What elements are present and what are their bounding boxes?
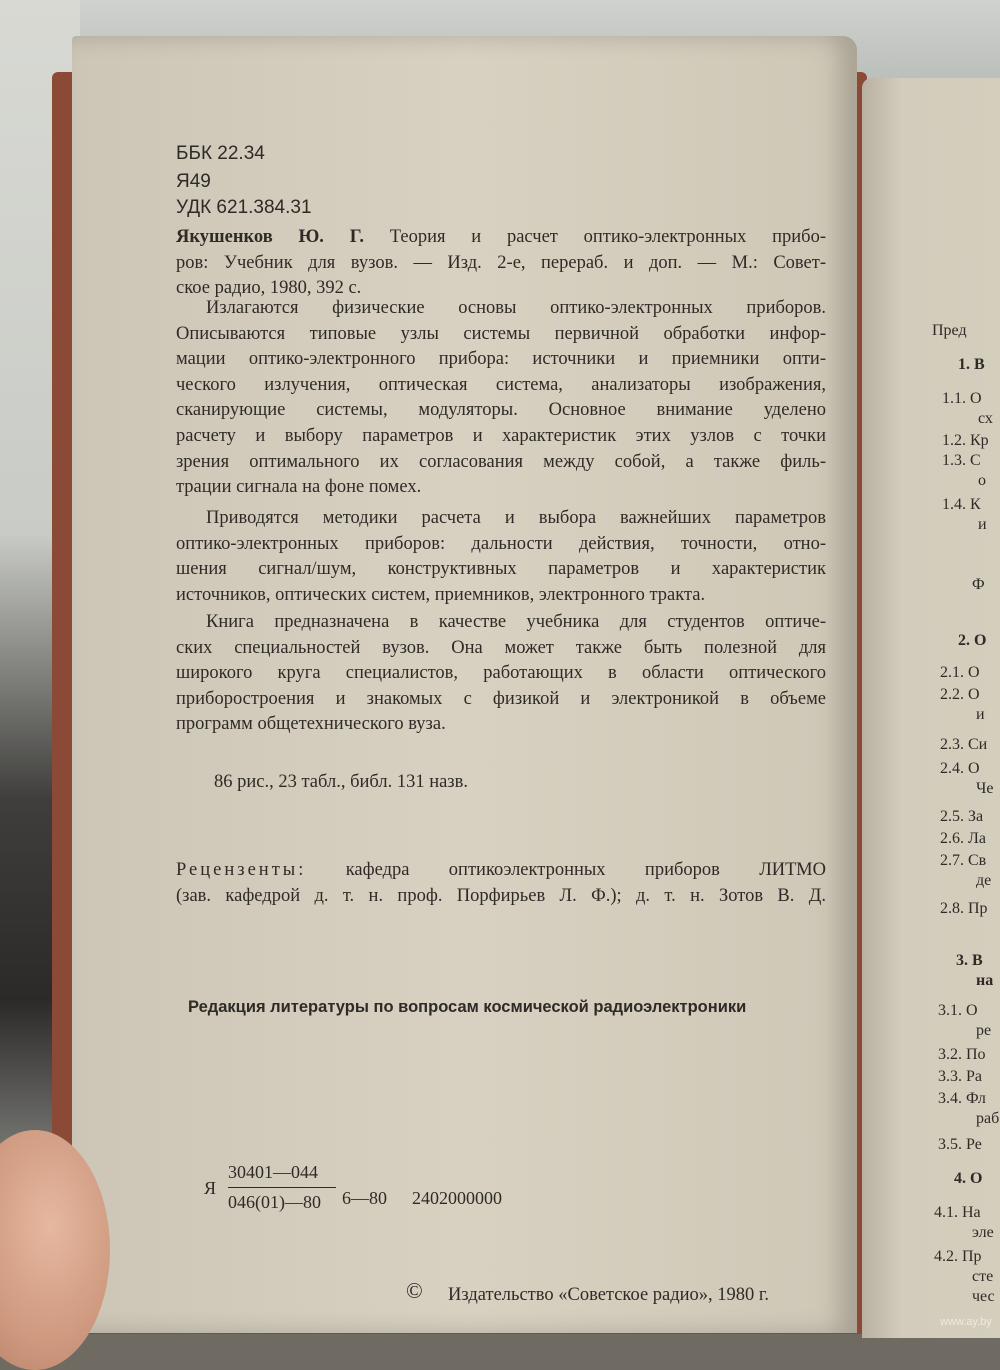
reviewers-block (176, 858, 826, 909)
right-page-toc-fragment: 2.8. Пр (940, 900, 988, 917)
right-page-toc-fragment: 2. О (958, 632, 987, 649)
abstract-line: программ общетехнического вуза. (176, 714, 446, 735)
right-page-toc-fragment: Пред (932, 322, 967, 339)
abstract-line: шения сигнал/шум, конструктивных параметров и характеристик (176, 559, 826, 580)
right-page-toc-fragment: 3.2. По (938, 1046, 986, 1063)
right-page-toc-fragment: 2.6. Ла (940, 830, 986, 847)
right-page-toc-fragment: 3.4. Фл (938, 1090, 986, 1107)
abstract-line: сканирующие системы, модуляторы. Основное внимание уделено (176, 400, 826, 421)
stats-line: 86 рис., 23 табл., библ. 131 назв. (214, 772, 468, 792)
abstract-line: источников, оптических систем, приемников, электронного тракта. (176, 584, 706, 605)
right-page-toc-fragment: о (978, 472, 986, 489)
index-prefix: Я (204, 1178, 217, 1198)
abstract-line: трации сигнала на фоне помех. (176, 477, 422, 498)
right-page-toc-fragment: раб (976, 1110, 1000, 1127)
right-page-toc-fragment: 2.3. Си (940, 736, 988, 753)
reviewers-line-1: кафедра оптикоэлектронных приборов ЛИТМО (306, 860, 826, 880)
right-page-toc-fragment: 4.2. Пр (934, 1248, 982, 1265)
right-page-toc-fragment: 3. В (956, 952, 983, 969)
index-numerator: 30401—044 (228, 1162, 318, 1182)
index-suffix: 6—80 (342, 1188, 387, 1208)
author-name: Якушенков Ю. Г. (176, 227, 365, 247)
index-denominator: 046(01)—80 (228, 1192, 321, 1212)
right-page-toc-fragment: 1.2. Кр (942, 432, 989, 449)
right-page-toc-fragment: ре (976, 1022, 992, 1039)
right-page-toc-fragment: 2.5. За (940, 808, 984, 825)
editorial-line: Редакция литературы по вопросам космической радиоэлектроники (188, 998, 747, 1016)
right-page-toc-fragment: сте (972, 1268, 994, 1285)
right-page-toc-fragment: 1. В (958, 356, 985, 373)
bbk-code: ББК 22.34 (176, 143, 265, 164)
right-page-toc-fragment: 1.4. К (942, 496, 981, 513)
udk-code: УДК 621.384.31 (176, 197, 312, 218)
reviewers-line-2: (зав. кафедрой д. т. н. проф. Порфирьев Л. Ф.); д. т. н. Зотов В. Д. (176, 885, 826, 906)
abstract-line: широкого круга специалистов, работающих в области оптического (176, 663, 826, 684)
abstract-line: Книга предназначена в качестве учебника для студентов оптиче- (206, 612, 826, 632)
biblio-line-1: Теория и расчет оптико-электронных прибо- (364, 227, 826, 247)
right-page-toc-fragment: и (976, 706, 985, 723)
right-page-toc-fragment: 3.3. Ра (938, 1068, 982, 1085)
abstract-line: приборостроения и знакомых с физикой и электроникой в объеме (176, 688, 826, 709)
right-page-toc-fragment: 1.3. С (942, 452, 981, 469)
abstract-line: зрения оптимального их согласования между собой, а также филь- (176, 451, 826, 472)
ya-code: Я49 (176, 171, 211, 192)
watermark: www.ay.by (940, 1316, 992, 1328)
right-page-toc-fragment: эле (972, 1224, 994, 1241)
abstract-line: Приводятся методики расчета и выбора важнейших параметров (206, 508, 826, 528)
right-page-toc-fragment: 4.1. На (934, 1204, 981, 1221)
abstract-line: Излагаются физические основы оптико-электронных приборов. (206, 298, 826, 318)
right-page-toc-fragment: 2.7. Св (940, 852, 987, 869)
index-code: 2402000000 (412, 1188, 502, 1208)
reviewers-label: Рецензенты: (176, 860, 307, 880)
abstract-paragraph-2 (176, 506, 826, 608)
right-page-toc-fragment: Ф (972, 576, 985, 593)
right-page-toc-fragment: 4. О (954, 1170, 983, 1187)
right-page-toc-fragment: де (976, 872, 992, 889)
bibliographic-record (176, 225, 826, 302)
right-page-toc-fragment: 2.4. О (940, 760, 980, 777)
right-page-toc-fragment: 2.1. О (940, 664, 980, 681)
right-page-toc-fragment: 3.1. О (938, 1002, 978, 1019)
abstract-line: ских специальностей вузов. Она может также быть полезной для (176, 637, 826, 658)
fraction-bar (228, 1187, 336, 1188)
copyright-symbol: © (406, 1278, 423, 1303)
right-page-toc-fragment: 2.2. О (940, 686, 980, 703)
right-page-toc-fragment: на (976, 972, 994, 989)
abstract-paragraph-3 (176, 610, 826, 738)
copyright-text: Издательство «Советское радио», 1980 г. (448, 1285, 770, 1305)
abstract-line: расчету и выбору параметров и характеристик этих узлов с точки (176, 425, 826, 446)
abstract-paragraph-1 (176, 296, 826, 501)
right-page-toc-fragment: сх (978, 410, 993, 427)
abstract-line: оптико-электронных приборов: дальности действия, точности, отно- (176, 533, 826, 554)
abstract-line: ческого излучения, оптическая система, анализаторы изображения, (176, 374, 826, 395)
right-page-toc-fragment: 1.1. О (942, 390, 982, 407)
right-page-toc-fragment: 3.5. Ре (938, 1136, 982, 1153)
abstract-line: мации оптико-электронного прибора: источники и приемники опти- (176, 349, 826, 370)
right-page-toc-fragment: и (978, 516, 987, 533)
right-page-toc-fragment: Че (976, 780, 994, 797)
biblio-line-2: ров: Учебник для вузов. — Изд. 2-е, перераб. и доп. — М.: Совет- (176, 252, 826, 273)
right-page-toc-fragment: чес (972, 1288, 995, 1305)
biblio-line-3: ское радио, 1980, 392 с. (176, 278, 362, 299)
abstract-line: Описываются типовые узлы системы первичной обработки инфор- (176, 323, 826, 344)
